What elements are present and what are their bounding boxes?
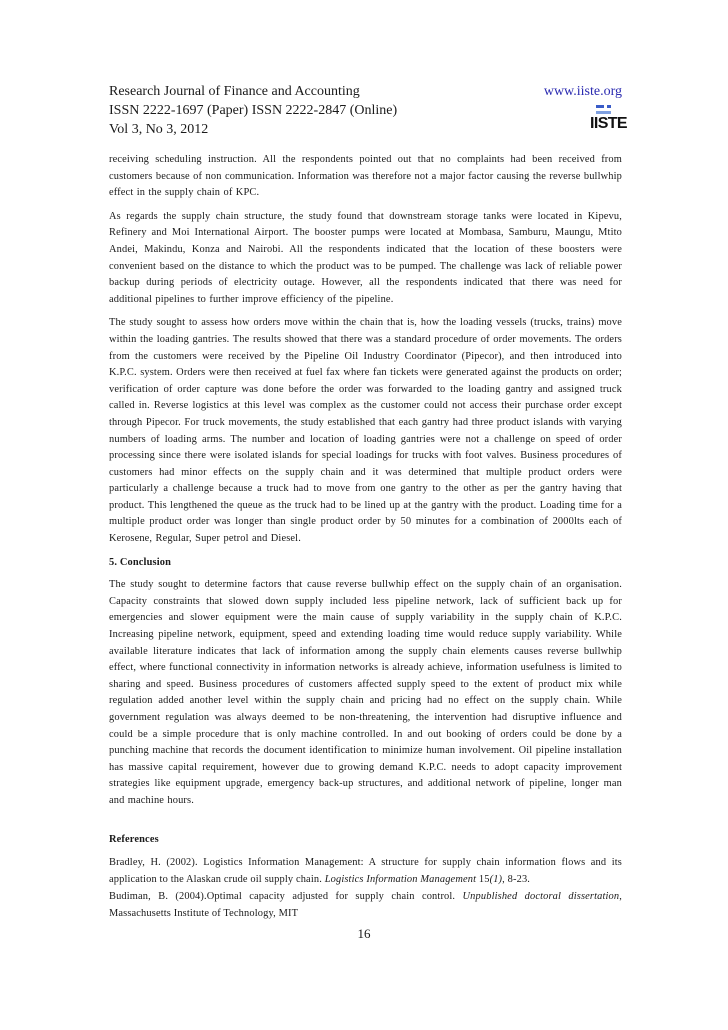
reference-volume: 15	[476, 873, 490, 885]
journal-url-link[interactable]: www.iiste.org	[543, 84, 622, 99]
body-paragraph: The study sought to assess how orders move within the chain that is, how the loading vessels (trucks, trains) move within the loading gantries. The results showed that there was a standard procedure of order movements. The orders from the customers were received by the Pipeline Oil Industry Coordinator (Pipecor), and then introduced into K.P.C. system. Orders were then received at fuel fax where fan tickets were generated against the products on order; verification of order capture was done before the order was forwarded to the loading gantry and assigned truck called in. Reverse logistics at this level was complex as the customer could not access their purchase order except through Pipecor. For truck movements, the study established that each gantry had three product islands with varying numbers of loading arms. The number and location of loading gantries were not a challenge on speed of order processing since there were isolated islands for special loadings for trucks with foot valves. Business procedures of customers had minor effects on the supply chain and it was determined that multiple product orders were particularly a challenge because a truck had to move from one gantry to the other as per the gantry having that product. This lengthened the queue as the truck had to be lined up at the gantry with the product. Loading time for a multiple product order was longer than single product order by 50 minutes for a combination of 2000lts each of Kerosene, Regular, Super petrol and Diesel.	[109, 317, 622, 545]
body-paragraph: receiving scheduling instruction. All the respondents pointed out that no complaints had been received from customers because of non communication. Information was therefore not a major factor causing the reverse bullwhip effect in the supply chain of KPC.	[109, 154, 622, 199]
page-number: 16	[357, 926, 371, 941]
body-paragraph: As regards the supply chain structure, the study found that downstream storage tanks were located in Kipevu, Refinery and Moi International Airport. The booster pumps were located at Mombasa, Samburu, Maungu, Mtito Andei, Makindu, Konza and Nairobi. All the respondents indicated that the location of these boosters were convenient based on the distance to which the product was to be pumped. The challenge was lack of reliable power backup during periods of electricity outage. However, all the respondents indicated that there was need for additional pipelines to further improve efficiency of the pipeline.	[109, 210, 622, 305]
reference-journal: Logistics Information Management	[324, 873, 477, 885]
reference-institution: , Massachusetts Institute of Technology, MIT	[109, 891, 622, 919]
references-heading: References	[109, 833, 159, 845]
reference-text: Budiman, B. (2004).Optimal capacity adjusted for supply chain control.	[109, 891, 463, 903]
journal-title: Research Journal of Finance and Accounting	[109, 84, 360, 99]
logo-accent-bar	[596, 111, 611, 114]
iiste-logo	[590, 103, 628, 135]
reference-journal: Unpublished doctoral dissertation	[462, 891, 620, 903]
journal-header	[109, 82, 628, 139]
journal-issn: ISSN 2222-1697 (Paper) ISSN 2222-2847 (Online)	[109, 103, 398, 118]
reference-item	[109, 889, 622, 922]
logo-accent-bar	[596, 105, 604, 108]
reference-item	[109, 855, 622, 888]
logo-accent-bar	[607, 105, 611, 108]
logo-text: IISTE	[590, 115, 628, 132]
journal-volume: Vol 3, No 3, 2012	[109, 122, 209, 137]
section-heading: 5. Conclusion	[109, 556, 172, 568]
article-body	[109, 152, 622, 923]
conclusion-paragraph: The study sought to determine factors that cause reverse bullwhip effect on the supply chain of an organisation. Capacity constraints that slowed down supply included less pipeline network, lack of sufficient back up for emergencies and slower equipment were the main cause of supply variability in the supply chain of K.P.C. Increasing pipeline network, equipment, speed and extending loading time would reduce supply variability. While available literature indicates that lack of information among the supply chain elements causes reverse bullwhip effect, where functional connectivity in information networks is already achieve, information usefulness is limited to sharing and speed. Business procedures of customers affected supply speed to the extent of product mix while regulation added another level within the supply chain and pricing had no effect on the supply chain. While government regulation was always deemed to be non-threatening, the intervention had disruptive influence and could be a simple procedure that is only machine controlled. In and out booking of orders could be done by a punching machine that records the document identification to minimize human involvement. Oil pipeline installation has massive capital requirement, however due to growing demand K.P.C. needs to adopt capacity improvement strategies like equipment upgrade, emergency back-up structures, and additional network of pipeline, longer man and machine hours.	[109, 579, 622, 806]
reference-pages: , 8-23.	[502, 873, 531, 885]
reference-text: Bradley, H. (2002). Logistics Information Management: A structure for supply chain information flows and its application to the Alaskan crude oil supply chain.	[109, 857, 622, 885]
reference-issue: (1)	[489, 873, 503, 885]
